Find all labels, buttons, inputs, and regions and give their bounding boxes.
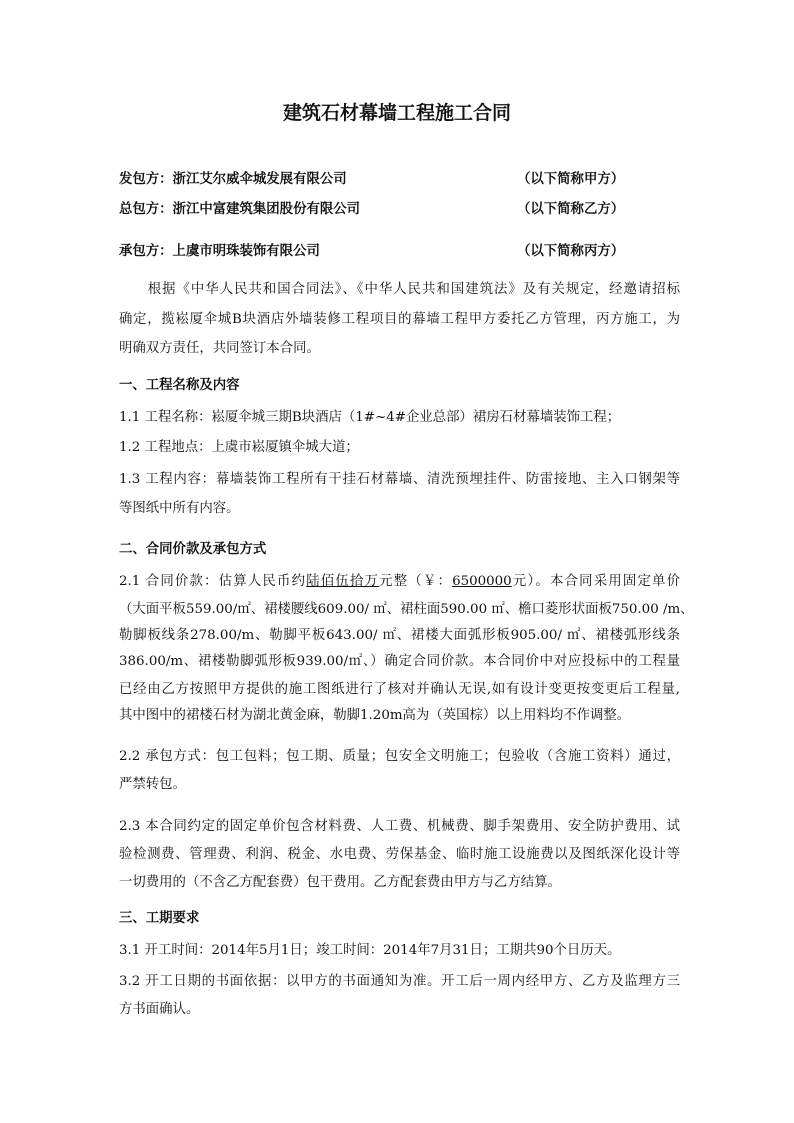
amount-words: 陆佰伍拾万 — [306, 574, 380, 589]
party-label: 总包方：浙江中富建筑集团股份有限公司 — [119, 201, 361, 217]
clause-2-2: 2.2 承包方式：包工包料；包工期、质量；包安全文明施工；包验收（含施工资料）通过， — [119, 749, 680, 764]
party-general-contractor — [119, 200, 680, 218]
clause-2-1-cont: 386.00/m、裙楼勒脚弧形板939.00/㎡、）确定合同价款。本合同价中对应投标中的工程量 — [119, 654, 680, 669]
clause-2-1 — [119, 573, 680, 591]
party-label: 承包方：上虞市明珠装饰有限公司 — [119, 243, 320, 259]
clause-1-2: 1.2 工程地点：上虞市崧厦镇伞城大道； — [119, 440, 359, 455]
document-title: 建筑石材幕墙工程施工合同 — [282, 102, 511, 124]
clause-2-1-cont: 已经由乙方按照甲方提供的施工图纸进行了核对并确认无误,如有设计变更按变更后工程量, — [119, 682, 680, 697]
party-alias: （以下简称丙方） — [517, 243, 625, 259]
clause-1-3-cont: 等图纸中所有内容。 — [119, 501, 240, 516]
text: 2.1 合同价款：估算人民币约 — [119, 574, 307, 589]
clause-3-2: 3.2 开工日期的书面依据：以甲方的书面通知为准。开工后一周内经甲方、乙方及监理方三 — [119, 974, 680, 989]
clause-2-3-cont: 一切费用的（不含乙方配套费）包干费用。乙方配套费由甲方与乙方结算。 — [119, 875, 561, 890]
clause-1-1: 1.1 工程名称：崧厦伞城三期B块酒店（1#~4#企业总部）裙房石材幕墙装饰工程； — [119, 410, 621, 425]
section-1-heading: 一、工程名称及内容 — [119, 377, 240, 393]
text: 元）。本合同采用固定单价 — [511, 574, 681, 589]
clause-2-1-cont: 勒脚板线条278.00/m、勒脚平板643.00/ ㎡、裙楼大面弧形板905.00/ ㎡、裙楼弧形线条 — [119, 628, 680, 643]
intro-line: 明确双方责任，共同签订本合同。 — [119, 341, 320, 356]
intro-line: 确定，揽崧厦伞城B块酒店外墙装修工程项目的幕墙工程甲方委托乙方管理，丙方施工，为 — [119, 312, 680, 327]
amount-number: 6500000 — [452, 574, 512, 589]
intro-line: 根据《中华人民共和国合同法》、《中华人民共和国建筑法》及有关规定，经邀请招标 — [119, 282, 680, 297]
clause-2-1-cont: 其中图中的裙楼石材为湖北黄金麻，勒脚1.20m高为（英国棕）以上用料均不作调整。 — [119, 708, 631, 723]
clause-2-3-cont: 验检测费、管理费、利润、税金、水电费、劳保基金、临时施工设施费以及图纸深化设计等 — [119, 847, 680, 862]
party-employer — [119, 170, 680, 188]
section-2-heading: 二、合同价款及承包方式 — [119, 541, 267, 557]
clause-2-2-cont: 严禁转包。 — [119, 777, 186, 792]
party-alias: （以下简称乙方） — [517, 201, 625, 217]
clause-3-2-cont: 方书面确认。 — [119, 1002, 200, 1017]
section-3-heading: 三、工期要求 — [119, 910, 200, 926]
party-alias: （以下简称甲方） — [517, 171, 625, 187]
party-label: 发包方：浙江艾尔威伞城发展有限公司 — [119, 171, 347, 187]
text: 元整（￥： — [379, 574, 453, 589]
clause-2-1-cont: （大面平板559.00/㎡、裙楼腰线609.00/ ㎡、裙柱面590.00 ㎡、檐口菱形状面板750.00 /m、 — [119, 602, 694, 617]
party-contractor — [119, 242, 680, 260]
clause-2-3: 2.3 本合同约定的固定单价包含材料费、人工费、机械费、脚手架费用、安全防护费用、试 — [119, 819, 680, 834]
clause-3-1: 3.1 开工时间：2014年5月1日；竣工时间：2014年7月31日；工期共90个日历天。 — [119, 943, 621, 958]
clause-1-3: 1.3 工程内容：幕墙装饰工程所有干挂石材幕墙、清洗预埋挂件、防雷接地、主入口钢架等 — [119, 472, 680, 487]
